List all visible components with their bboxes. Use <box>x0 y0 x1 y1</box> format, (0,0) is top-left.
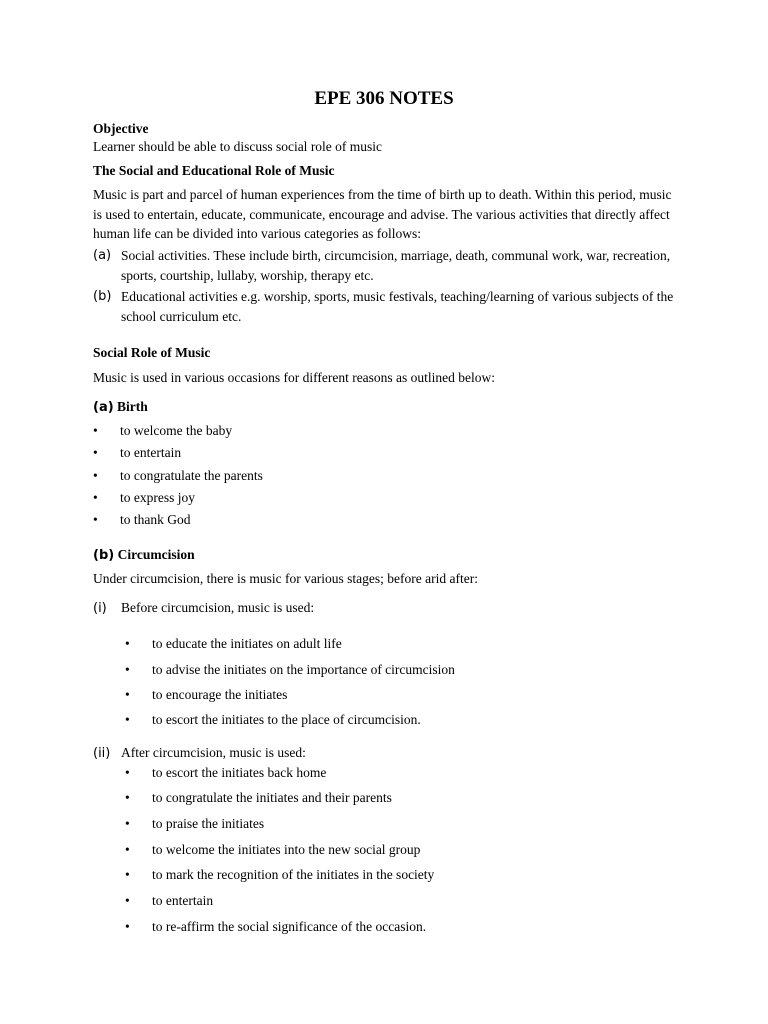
section-marker: (a) <box>93 400 114 415</box>
after-circumcision-line <box>93 744 306 763</box>
list-item-text: to advise the initiates on the importance of circumcision <box>152 662 455 677</box>
bullet-icon: • <box>93 490 98 505</box>
list-marker: (ii) <box>93 746 111 761</box>
list-item-text: to escort the initiates to the place of circumcision. <box>152 712 421 727</box>
bullet-icon: • <box>125 867 130 882</box>
bullet-icon: • <box>125 842 130 857</box>
list-item-text: Social activities. These include birth, circumcision, marriage, death, communal work, war, recreation, sports, courtship, lullaby, worship, therapy etc. <box>121 248 671 283</box>
section-title: Circumcision <box>117 547 195 562</box>
bullet-icon: • <box>125 636 130 651</box>
list-item-text: to thank God <box>120 512 191 527</box>
objective-heading: Objective <box>93 121 149 136</box>
before-circumcision-line <box>93 599 315 618</box>
list-item-text: to escort the initiates back home <box>152 765 327 780</box>
section-title: Birth <box>117 399 148 414</box>
social-educational-paragraph: Music is part and parcel of human experiences from the time of birth up to death. Within this period, music is used to entertain, educate, communicate, encourage and advise. The various activities that directly affect human life can be divided into various categories as follows: <box>93 187 672 241</box>
list-item-text: to welcome the baby <box>120 423 233 438</box>
list-item-text: to mark the recognition of the initiates in the society <box>152 867 435 882</box>
bullet-icon: • <box>125 687 130 702</box>
list-item-text: to congratulate the initiates and their parents <box>152 790 392 805</box>
list-item-text: to re-affirm the social significance of the occasion. <box>152 919 427 934</box>
bullet-icon: • <box>93 512 98 527</box>
bullet-icon: • <box>125 893 130 908</box>
social-role-heading: Social Role of Music <box>93 345 211 360</box>
list-marker: (i) <box>93 601 107 616</box>
circumcision-heading <box>93 547 195 563</box>
bullet-icon: • <box>93 468 98 483</box>
list-item-text: Before circumcision, music is used: <box>121 600 315 615</box>
bullet-icon: • <box>125 662 130 677</box>
circumcision-intro: Under circumcision, there is music for various stages; before arid after: <box>93 571 478 586</box>
list-item-text: to entertain <box>152 893 214 908</box>
list-item-text: to educate the initiates on adult life <box>152 636 342 651</box>
bullet-icon: • <box>125 816 130 831</box>
list-item-text: to encourage the initiates <box>152 687 288 702</box>
list-item-text: to praise the initiates <box>152 816 265 831</box>
social-role-intro: Music is used in various occasions for different reasons as outlined below: <box>93 370 496 385</box>
bullet-icon: • <box>125 790 130 805</box>
page-title: EPE 306 NOTES <box>314 88 454 109</box>
bullet-icon: • <box>93 423 98 438</box>
list-item-text: to welcome the initiates into the new social group <box>152 842 421 857</box>
list-item-text: to entertain <box>120 445 182 460</box>
birth-heading <box>93 399 148 415</box>
list-item-text: to congratulate the parents <box>120 468 263 483</box>
bullet-icon: • <box>93 445 98 460</box>
bullet-icon: • <box>125 765 130 780</box>
list-item-text: to express joy <box>120 490 195 505</box>
bullet-icon: • <box>125 919 130 934</box>
objective-text: Learner should be able to discuss social role of music <box>93 139 383 154</box>
list-item-text: After circumcision, music is used: <box>121 745 306 760</box>
list-marker: (a) <box>93 248 112 263</box>
list-marker: (b) <box>93 289 112 304</box>
list-item <box>93 287 678 327</box>
social-educational-heading: The Social and Educational Role of Music <box>93 163 335 178</box>
list-item-text: Educational activities e.g. worship, sports, music festivals, teaching/learning of various subjects of the school curriculum etc. <box>121 289 674 324</box>
section-marker: (b) <box>93 548 115 563</box>
bullet-icon: • <box>125 712 130 727</box>
list-item <box>93 246 678 286</box>
